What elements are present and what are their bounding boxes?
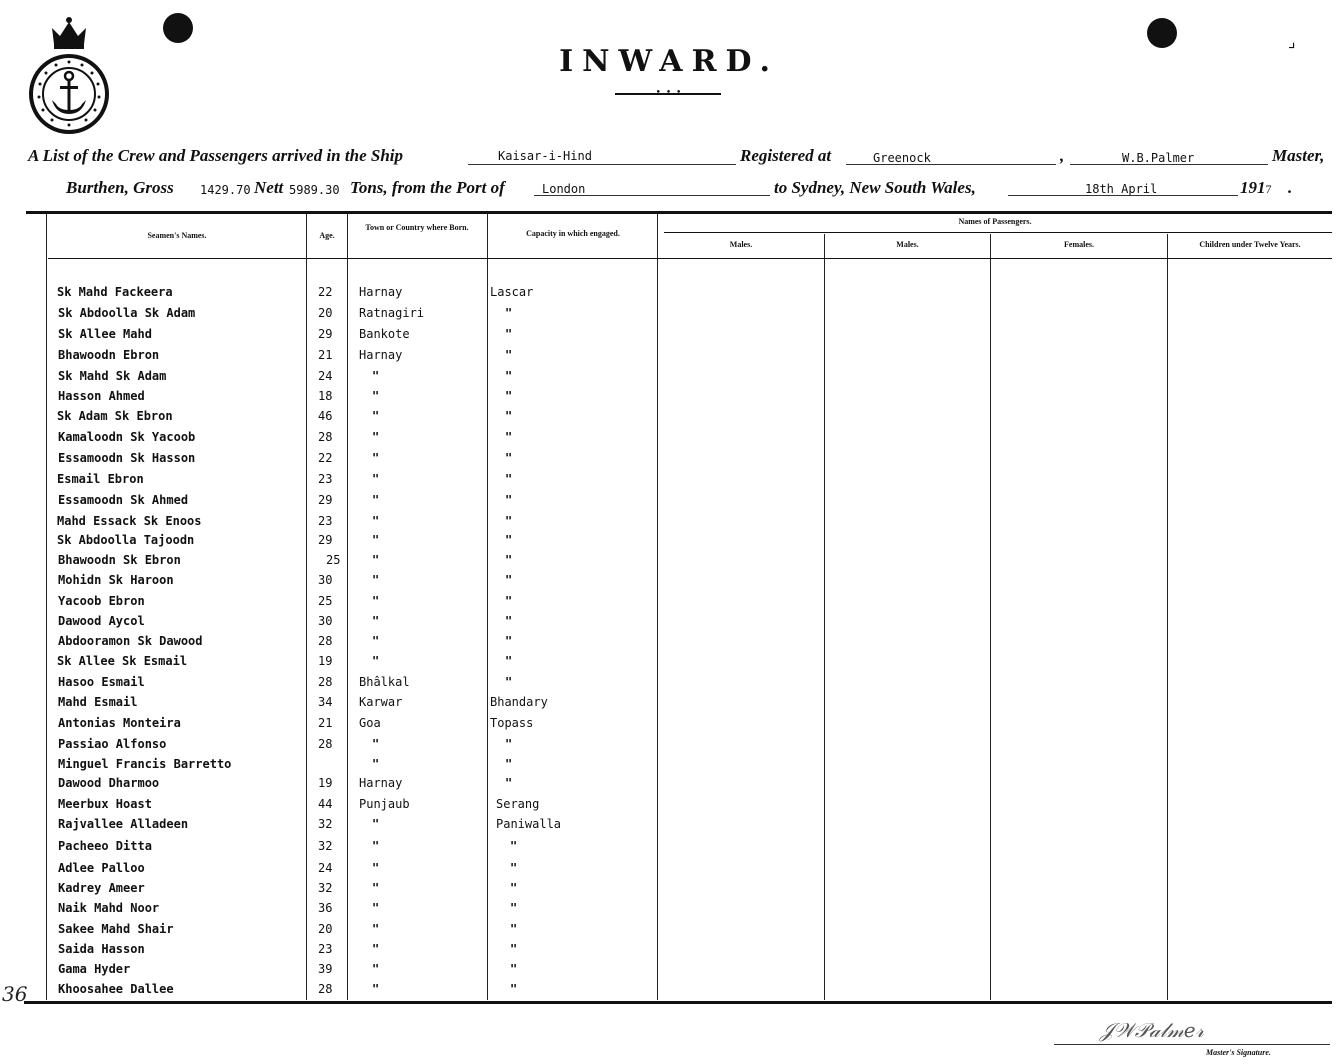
seaman-birthplace: Goa bbox=[359, 716, 381, 730]
seaman-name: Sk Adam Sk Ebron bbox=[57, 409, 173, 423]
col-divider-males2 bbox=[824, 234, 825, 1000]
capacity-ditto-mark: " bbox=[510, 839, 518, 853]
capacity-ditto-mark: " bbox=[510, 901, 518, 915]
capacity-ditto-mark: " bbox=[505, 553, 513, 567]
town-ditto-mark: " bbox=[372, 737, 380, 751]
town-ditto-mark: " bbox=[372, 389, 380, 403]
capacity-ditto-mark: " bbox=[505, 451, 513, 465]
seaman-name: Bhawoodn Sk Ebron bbox=[58, 553, 181, 567]
town-ditto-mark: " bbox=[372, 553, 380, 567]
seaman-name: Sk Mahd Fackeera bbox=[57, 285, 173, 299]
seaman-name: Sk Abdoolla Sk Adam bbox=[58, 306, 196, 320]
seaman-capacity: Serang bbox=[496, 797, 540, 811]
town-ditto-mark: " bbox=[372, 817, 380, 831]
town-ditto-mark: " bbox=[372, 472, 380, 486]
seaman-birthplace: Harnay bbox=[359, 776, 403, 790]
seaman-age: 18 bbox=[318, 389, 333, 403]
destination-label: to Sydney, New South Wales, bbox=[774, 178, 976, 197]
seaman-age: 19 bbox=[318, 776, 333, 790]
year-printed bbox=[1240, 178, 1272, 198]
seaman-age: 19 bbox=[318, 654, 333, 668]
town-ditto-mark: " bbox=[372, 451, 380, 465]
capacity-ditto-mark: " bbox=[510, 982, 518, 996]
seaman-name: Khoosahee Dallee bbox=[58, 982, 174, 996]
capacity-ditto-mark: " bbox=[505, 472, 513, 486]
seaman-name: Gama Hyder bbox=[58, 962, 131, 976]
town-ditto-mark: " bbox=[372, 493, 380, 507]
town-ditto-mark: " bbox=[372, 634, 380, 648]
seaman-name: Sk Allee Mahd bbox=[58, 327, 152, 341]
capacity-ditto-mark: " bbox=[505, 533, 513, 547]
seaman-age: 28 bbox=[318, 737, 333, 751]
capacity-ditto-mark: " bbox=[505, 757, 513, 771]
capacity-ditto-mark: " bbox=[505, 369, 513, 383]
seaman-name: Kadrey Ameer bbox=[58, 881, 145, 895]
nett-label: Nett bbox=[254, 178, 284, 197]
seaman-birthplace: Harnay bbox=[359, 348, 403, 362]
seaman-age: 29 bbox=[318, 493, 333, 507]
town-ditto-mark: " bbox=[372, 654, 380, 668]
seaman-name: Sk Allee Sk Esmail bbox=[57, 654, 188, 668]
seaman-birthplace: Punjaub bbox=[359, 797, 410, 811]
town-ditto-mark: " bbox=[372, 982, 380, 996]
capacity-ditto-mark: " bbox=[505, 614, 513, 628]
col-divider-town bbox=[347, 214, 348, 1000]
seaman-name: Mahd Esmail bbox=[58, 695, 138, 709]
capacity-ditto-mark: " bbox=[505, 654, 513, 668]
capacity-ditto-mark: " bbox=[510, 861, 518, 875]
seaman-name: Essamoodn Sk Hasson bbox=[58, 451, 196, 465]
ship-fill-line bbox=[468, 164, 736, 165]
signature-line bbox=[1054, 1044, 1330, 1045]
seaman-name: Antonias Monteira bbox=[58, 716, 181, 730]
seaman-name: Abdooramon Sk Dawood bbox=[58, 634, 203, 648]
signature-label: Master's Signature. bbox=[1206, 1048, 1271, 1057]
town-ditto-mark: " bbox=[372, 369, 380, 383]
capacity-ditto-mark: " bbox=[505, 594, 513, 608]
seaman-name: Dawood Dharmoo bbox=[58, 776, 160, 790]
seaman-age: 39 bbox=[318, 962, 333, 976]
table-top-rule bbox=[26, 211, 1332, 214]
seaman-age: 23 bbox=[318, 472, 333, 486]
corner-mark: ⌟ bbox=[1288, 32, 1296, 51]
town-ditto-mark: " bbox=[372, 839, 380, 853]
year-prefix: 191 bbox=[1240, 178, 1266, 197]
seaman-birthplace: Ratnagiri bbox=[359, 306, 425, 320]
capacity-ditto-mark: " bbox=[505, 493, 513, 507]
seaman-name: Kamaloodn Sk Yacoob bbox=[58, 430, 196, 444]
seaman-age: 28 bbox=[318, 634, 333, 648]
seaman-age: 30 bbox=[318, 614, 333, 628]
seaman-name: Esmail Ebron bbox=[57, 472, 144, 486]
seaman-age: 22 bbox=[318, 285, 333, 299]
town-ditto-mark: " bbox=[372, 614, 380, 628]
seaman-age: 36 bbox=[318, 901, 333, 915]
col-header-males-1: Males. bbox=[729, 240, 753, 249]
seaman-age: 46 bbox=[318, 409, 333, 423]
seaman-age: 25 bbox=[326, 553, 341, 567]
seaman-name: Sakee Mahd Shair bbox=[58, 922, 174, 936]
year-digit: 7 bbox=[1265, 182, 1272, 196]
burthen-label: Burthen, Gross bbox=[66, 178, 174, 197]
town-ditto-mark: " bbox=[372, 430, 380, 444]
town-ditto-mark: " bbox=[372, 757, 380, 771]
seaman-name: Minguel Francis Barretto bbox=[58, 757, 232, 771]
town-ditto-mark: " bbox=[372, 922, 380, 936]
town-ditto-mark: " bbox=[372, 533, 380, 547]
from-port: London bbox=[542, 182, 586, 196]
town-ditto-mark: " bbox=[372, 962, 380, 976]
seaman-name: Sk Abdoolla Tajoodn bbox=[57, 533, 195, 547]
town-ditto-mark: " bbox=[372, 594, 380, 608]
col-divider-left bbox=[46, 214, 47, 1000]
master-label: Master, bbox=[1272, 146, 1325, 165]
col-divider-age bbox=[306, 214, 307, 1000]
capacity-ditto-mark: " bbox=[505, 776, 513, 790]
seaman-age: 28 bbox=[318, 675, 333, 689]
seaman-age: 24 bbox=[318, 861, 333, 875]
seaman-age: 44 bbox=[318, 797, 333, 811]
col-header-town: Town or Country where Born. bbox=[365, 223, 469, 232]
seaman-birthplace: Karwar bbox=[359, 695, 403, 709]
title-ornament: • • • bbox=[655, 88, 683, 98]
seaman-age: 23 bbox=[318, 942, 333, 956]
seaman-name: Mohidn Sk Haroon bbox=[58, 573, 174, 587]
table-header-rule bbox=[48, 258, 1332, 259]
registered-comma: , bbox=[1060, 146, 1065, 165]
town-ditto-mark: " bbox=[372, 901, 380, 915]
seaman-name: Pacheeo Ditta bbox=[58, 839, 152, 853]
list-heading-prefix: A List of the Crew and Passengers arrived in the Ship bbox=[28, 146, 403, 165]
seaman-age: 30 bbox=[318, 573, 333, 587]
seaman-name: Sk Mahd Sk Adam bbox=[58, 369, 167, 383]
seaman-age: 22 bbox=[318, 451, 333, 465]
seaman-name: Hasoo Esmail bbox=[58, 675, 145, 689]
seaman-capacity: Bhandary bbox=[490, 695, 548, 709]
col-divider-females bbox=[990, 234, 991, 1000]
passengers-subheader-rule bbox=[664, 232, 1332, 233]
page-title: INWARD. bbox=[559, 44, 779, 79]
capacity-ditto-mark: " bbox=[505, 634, 513, 648]
capacity-ditto-mark: " bbox=[505, 430, 513, 444]
capacity-ditto-mark: " bbox=[505, 514, 513, 528]
tons-from-port-label: Tons, from the Port of bbox=[350, 178, 505, 197]
seaman-age: 28 bbox=[318, 430, 333, 444]
seaman-age: 21 bbox=[318, 348, 333, 362]
seaman-age: 29 bbox=[318, 327, 333, 341]
master-signature: 𝒥𝒲𝒫𝒶𝓁𝓂𝑒𝓇 bbox=[1100, 1018, 1204, 1042]
gross-tonnage: 1429.70 bbox=[200, 183, 251, 197]
margin-note: 36 bbox=[2, 982, 28, 1006]
capacity-ditto-mark: " bbox=[505, 348, 513, 362]
col-header-passengers: Names of Passengers. bbox=[958, 217, 1032, 226]
seaman-age: 32 bbox=[318, 839, 333, 853]
capacity-ditto-mark: " bbox=[505, 306, 513, 320]
punch-hole-left bbox=[163, 13, 193, 43]
col-header-children: Children under Twelve Years. bbox=[1199, 240, 1301, 249]
capacity-ditto-mark: " bbox=[510, 881, 518, 895]
seaman-capacity: Topass bbox=[490, 716, 534, 730]
registered-port: Greenock bbox=[873, 151, 931, 165]
seaman-age: 21 bbox=[318, 716, 333, 730]
registered-label: Registered at bbox=[740, 146, 832, 165]
table-bottom-rule bbox=[24, 1001, 1332, 1004]
capacity-ditto-mark: " bbox=[505, 409, 513, 423]
seaman-name: Adlee Palloo bbox=[58, 861, 145, 875]
town-ditto-mark: " bbox=[372, 942, 380, 956]
capacity-ditto-mark: " bbox=[510, 942, 518, 956]
ship-name: Kaisar-i-Hind bbox=[498, 149, 592, 163]
master-name: W.B.Palmer bbox=[1122, 151, 1195, 165]
seaman-capacity: Paniwalla bbox=[496, 817, 562, 831]
capacity-ditto-mark: " bbox=[510, 962, 518, 976]
town-ditto-mark: " bbox=[372, 409, 380, 423]
town-ditto-mark: " bbox=[372, 573, 380, 587]
col-divider-children bbox=[1167, 234, 1168, 1000]
seaman-name: Saida Hasson bbox=[58, 942, 145, 956]
seaman-name: Bhawoodn Ebron bbox=[58, 348, 160, 362]
arrival-date: 18th April bbox=[1085, 182, 1158, 196]
seaman-name: Essamoodn Sk Ahmed bbox=[58, 493, 189, 507]
capacity-ditto-mark: " bbox=[505, 389, 513, 403]
col-header-females: Females. bbox=[1064, 240, 1094, 249]
seaman-age: 32 bbox=[318, 817, 333, 831]
col-header-age: Age. bbox=[319, 231, 335, 240]
seaman-name: Dawood Aycol bbox=[58, 614, 145, 628]
seaman-name: Naik Mahd Noor bbox=[58, 901, 160, 915]
capacity-ditto-mark: " bbox=[505, 737, 513, 751]
seaman-birthplace: Bankote bbox=[359, 327, 410, 341]
seaman-age: 20 bbox=[318, 922, 333, 936]
seaman-name: Hasson Ahmed bbox=[58, 389, 145, 403]
capacity-ditto-mark: " bbox=[505, 675, 513, 689]
town-ditto-mark: " bbox=[372, 861, 380, 875]
col-header-capacity: Capacity in which engaged. bbox=[526, 229, 620, 238]
seaman-name: Rajvallee Alladeen bbox=[58, 817, 189, 831]
col-divider-passengers bbox=[657, 214, 658, 1000]
capacity-ditto-mark: " bbox=[510, 922, 518, 936]
seaman-name: Mahd Essack Sk Enoos bbox=[57, 514, 202, 528]
seaman-birthplace: Bhâlkal bbox=[359, 675, 410, 689]
year-period: . bbox=[1288, 178, 1293, 197]
seaman-age: 29 bbox=[318, 533, 333, 547]
seaman-name: Yacoob Ebron bbox=[58, 594, 145, 608]
capacity-ditto-mark: " bbox=[505, 573, 513, 587]
seaman-birthplace: Harnay bbox=[359, 285, 403, 299]
seaman-age: 34 bbox=[318, 695, 333, 709]
town-ditto-mark: " bbox=[372, 514, 380, 528]
seaman-name: Passiao Alfonso bbox=[58, 737, 167, 751]
seaman-age: 28 bbox=[318, 982, 333, 996]
seaman-age: 24 bbox=[318, 369, 333, 383]
seaman-age: 20 bbox=[318, 306, 333, 320]
seaman-age: 32 bbox=[318, 881, 333, 895]
seaman-capacity: Lascar bbox=[490, 285, 534, 299]
seaman-name: Meerbux Hoast bbox=[58, 797, 152, 811]
capacity-ditto-mark: " bbox=[505, 327, 513, 341]
col-divider-capacity bbox=[487, 214, 488, 1000]
town-ditto-mark: " bbox=[372, 881, 380, 895]
col-header-names: Seamen's Names. bbox=[147, 231, 207, 240]
nett-tonnage: 5989.30 bbox=[289, 183, 340, 197]
seaman-age: 25 bbox=[318, 594, 333, 608]
col-header-males-2: Males. bbox=[896, 240, 919, 249]
seaman-age: 23 bbox=[318, 514, 333, 528]
